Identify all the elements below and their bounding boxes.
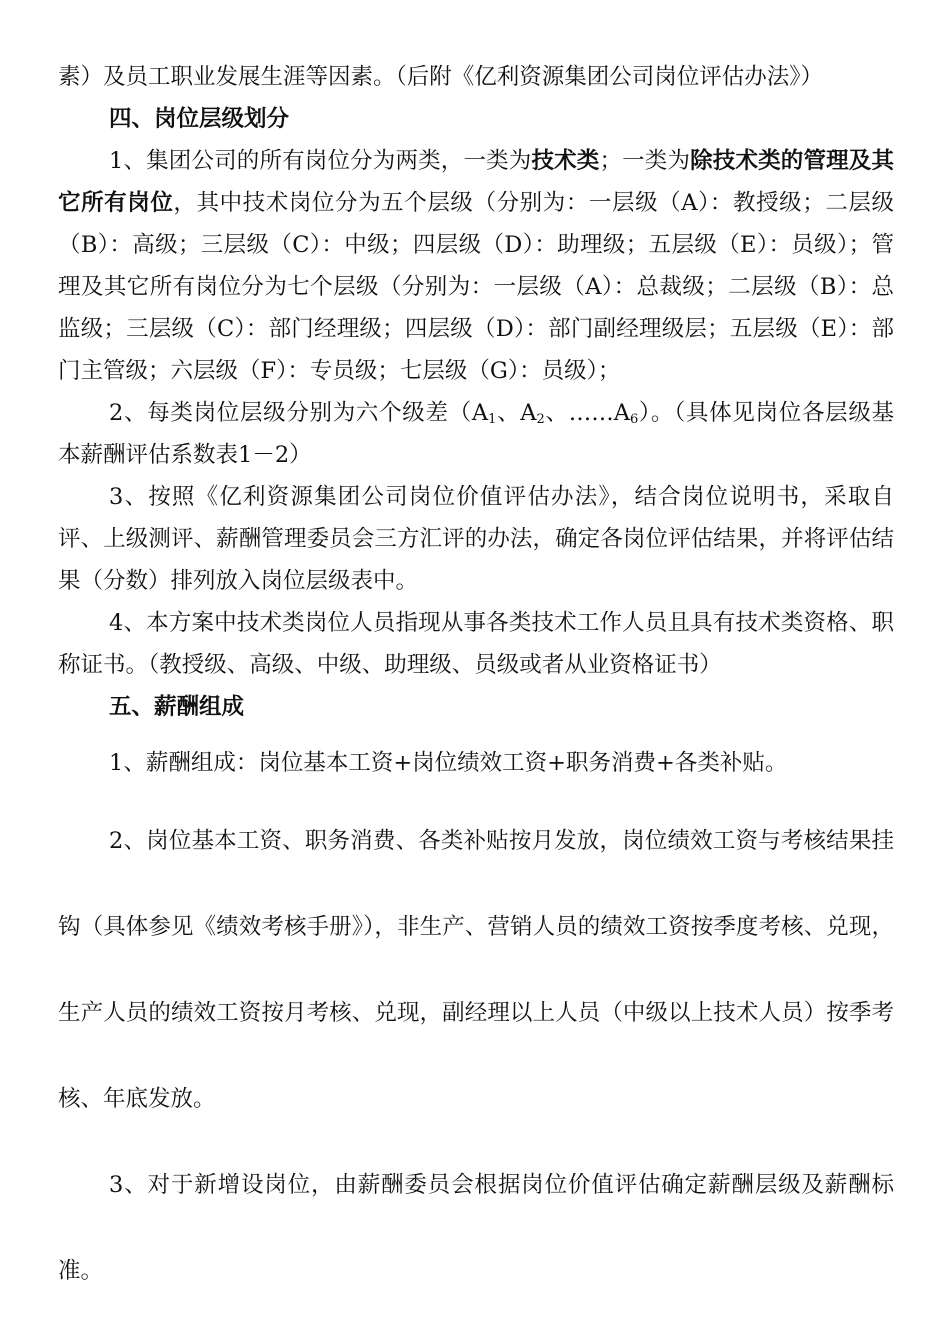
document-page [58,56,894,1314]
section-4-heading: 四、岗位层级划分 [109,106,290,132]
subscript: 6 [629,412,639,427]
text-run: ，其中技术岗位分为五个层级（分别为：一层级（A）：教授级；二层级（B）：高级；三层级（C）：中级；四层级（D）：助理级；五层级（E）：员级）；管理及其它所有岗位分为七个层级（分别为：一层级（A）：总裁级；二层级（B）：总监级；三层级（C）：部门经理级；四层级（D）：部门副经理级层；五层级（E）：部门主管级；六层级（F）：专员级；七层级（G）：员级）； [58,190,894,384]
text-run: ）。（具体见岗位各层级基本薪酬评估系数表1－2） [58,400,895,468]
section-5-paragraph-2: 2、岗位基本工资、职务消费、各类补贴按月发放，岗位绩效工资与考核结果挂钩（具体参见《绩效考核手册》），非生产、营销人员的绩效工资按季度考核、兑现，生产人员的绩效工资按月考核、兑现，副经理以上人员（中级以上技术人员）按季考核、年底发放。 [58,828,894,1112]
subscript: 1 [488,412,497,427]
section-5-paragraph-3: 3、对于新增设岗位，由薪酬委员会根据岗位价值评估确定薪酬层级及薪酬标准。 [58,1172,894,1284]
text-run: ；一类为 [599,148,691,174]
text-run: 、……A [544,400,630,426]
text-run: 、A [496,400,537,426]
section-4-paragraph-2 [58,392,894,476]
bold-text-run: 技术类 [531,148,600,174]
subscript: 2 [536,412,545,427]
section-4-paragraph-3: 3、按照《亿利资源集团公司岗位价值评估办法》，结合岗位说明书，采取自评、上级测评、薪酬管理委员会三方汇评的办法，确定各岗位评估结果，并将评估结果（分数）排列放入岗位层级表中。 [58,484,894,594]
intro-line: 素）及员工职业发展生涯等因素。（后附《亿利资源集团公司岗位评估办法》） [58,64,824,90]
section-5-heading: 五、薪酬组成 [109,694,245,720]
section-5-paragraph-1: 1、薪酬组成：岗位基本工资+岗位绩效工资+职务消费+各类补贴。 [109,750,788,776]
section-4-paragraph-4: 4、本方案中技术类岗位人员指现从事各类技术工作人员且具有技术类资格、职称证书。（教授级、高级、中级、助理级、员级或者从业资格证书） [58,610,894,678]
text-run: 1、集团公司的所有岗位分为两类，一类为 [109,148,532,174]
section-4-paragraph-1 [58,140,894,392]
text-run: 2、每类岗位层级分别为六个级差（A [109,400,489,426]
bold-text-run: 除技术类的管理及其它所有岗位 [58,148,894,216]
